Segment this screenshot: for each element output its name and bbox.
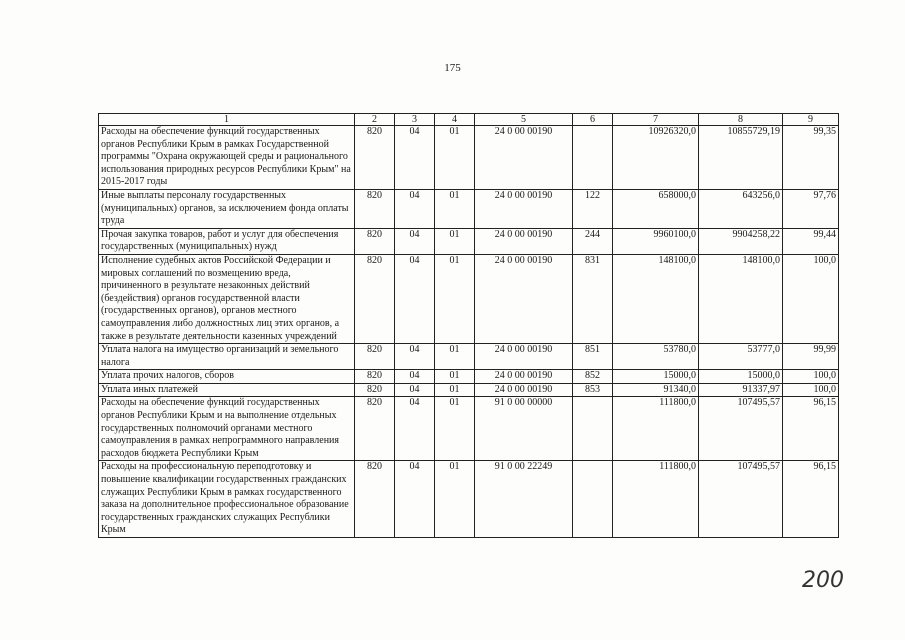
row-percent: 96,15 bbox=[783, 461, 839, 538]
table-row bbox=[99, 344, 839, 370]
row-subsection-code: 01 bbox=[435, 228, 475, 254]
header-col-9: 9 bbox=[783, 114, 839, 126]
row-section-code: 04 bbox=[395, 228, 435, 254]
row-ministry-code: 820 bbox=[355, 344, 395, 370]
header-col-8: 8 bbox=[699, 114, 783, 126]
row-planned-amount: 9960100,0 bbox=[613, 228, 699, 254]
table-row bbox=[99, 461, 839, 538]
row-actual-amount: 107495,57 bbox=[699, 397, 783, 461]
row-ministry-code: 820 bbox=[355, 254, 395, 343]
row-description: Иные выплаты персоналу государственных (муниципальных) органов, за исключением фонда оплаты труда bbox=[99, 189, 355, 228]
table-row bbox=[99, 254, 839, 343]
row-expense-type: 852 bbox=[573, 370, 613, 384]
row-ministry-code: 820 bbox=[355, 126, 395, 190]
row-actual-amount: 643256,0 bbox=[699, 189, 783, 228]
row-section-code: 04 bbox=[395, 397, 435, 461]
row-actual-amount: 9904258,22 bbox=[699, 228, 783, 254]
row-ministry-code: 820 bbox=[355, 228, 395, 254]
row-percent: 100,0 bbox=[783, 383, 839, 397]
row-planned-amount: 658000,0 bbox=[613, 189, 699, 228]
row-subsection-code: 01 bbox=[435, 254, 475, 343]
row-description: Уплата налога на имущество организаций и земельного налога bbox=[99, 344, 355, 370]
row-expense-type bbox=[573, 126, 613, 190]
row-description: Расходы на обеспечение функций государственных органов Республики Крым и на выполнение отдельных государственных полномочий органами местного самоуправления в рамках непрограммного направления расходов бюджета Республики Крым bbox=[99, 397, 355, 461]
row-planned-amount: 10926320,0 bbox=[613, 126, 699, 190]
row-actual-amount: 10855729,19 bbox=[699, 126, 783, 190]
row-target-article: 24 0 00 00190 bbox=[475, 126, 573, 190]
header-col-7: 7 bbox=[613, 114, 699, 126]
row-target-article: 24 0 00 00190 bbox=[475, 344, 573, 370]
row-description: Расходы на профессиональную переподготовку и повышение квалификации государственных гражданских служащих Республики Крым в рамках государственного заказа на дополнительное профессиональное образование государственных гражданских служащих Республики Крым bbox=[99, 461, 355, 538]
row-subsection-code: 01 bbox=[435, 370, 475, 384]
row-ministry-code: 820 bbox=[355, 370, 395, 384]
table-row bbox=[99, 383, 839, 397]
row-expense-type: 851 bbox=[573, 344, 613, 370]
handwritten-page-mark: 200 bbox=[802, 568, 844, 593]
row-target-article: 91 0 00 22249 bbox=[475, 461, 573, 538]
row-expense-type: 831 bbox=[573, 254, 613, 343]
row-actual-amount: 148100,0 bbox=[699, 254, 783, 343]
row-actual-amount: 15000,0 bbox=[699, 370, 783, 384]
row-planned-amount: 111800,0 bbox=[613, 397, 699, 461]
row-percent: 99,44 bbox=[783, 228, 839, 254]
row-subsection-code: 01 bbox=[435, 344, 475, 370]
row-description: Уплата прочих налогов, сборов bbox=[99, 370, 355, 384]
row-ministry-code: 820 bbox=[355, 397, 395, 461]
header-col-6: 6 bbox=[573, 114, 613, 126]
row-expense-type bbox=[573, 461, 613, 538]
table-row bbox=[99, 397, 839, 461]
row-description: Уплата иных платежей bbox=[99, 383, 355, 397]
row-subsection-code: 01 bbox=[435, 383, 475, 397]
row-description: Исполнение судебных актов Российской Федерации и мировых соглашений по возмещению вреда, причиненного в результате незаконных действий (бездействия) органов государственной власти (государственных органов), органов местного самоуправления либо должностных лиц этих органов, а также в результате деятельности казенных учреждений bbox=[99, 254, 355, 343]
row-expense-type bbox=[573, 397, 613, 461]
row-target-article: 91 0 00 00000 bbox=[475, 397, 573, 461]
row-ministry-code: 820 bbox=[355, 383, 395, 397]
row-subsection-code: 01 bbox=[435, 126, 475, 190]
row-target-article: 24 0 00 00190 bbox=[475, 254, 573, 343]
row-ministry-code: 820 bbox=[355, 189, 395, 228]
row-percent: 99,99 bbox=[783, 344, 839, 370]
row-section-code: 04 bbox=[395, 126, 435, 190]
header-col-2: 2 bbox=[355, 114, 395, 126]
row-section-code: 04 bbox=[395, 383, 435, 397]
budget-table bbox=[98, 113, 839, 538]
row-description: Расходы на обеспечение функций государственных органов Республики Крым в рамках Государственной программы "Охрана окружающей среды и рационального использования природных ресурсов Республики Крым" на 2015-2017 годы bbox=[99, 126, 355, 190]
row-planned-amount: 15000,0 bbox=[613, 370, 699, 384]
row-actual-amount: 91337,97 bbox=[699, 383, 783, 397]
row-expense-type: 853 bbox=[573, 383, 613, 397]
row-subsection-code: 01 bbox=[435, 189, 475, 228]
table-row bbox=[99, 370, 839, 384]
row-description: Прочая закупка товаров, работ и услуг для обеспечения государственных (муниципальных) нужд bbox=[99, 228, 355, 254]
row-target-article: 24 0 00 00190 bbox=[475, 228, 573, 254]
header-col-1: 1 bbox=[99, 114, 355, 126]
row-planned-amount: 148100,0 bbox=[613, 254, 699, 343]
row-ministry-code: 820 bbox=[355, 461, 395, 538]
header-col-4: 4 bbox=[435, 114, 475, 126]
row-actual-amount: 107495,57 bbox=[699, 461, 783, 538]
row-target-article: 24 0 00 00190 bbox=[475, 370, 573, 384]
row-percent: 100,0 bbox=[783, 370, 839, 384]
table-row bbox=[99, 126, 839, 190]
row-planned-amount: 53780,0 bbox=[613, 344, 699, 370]
row-target-article: 24 0 00 00190 bbox=[475, 189, 573, 228]
row-planned-amount: 91340,0 bbox=[613, 383, 699, 397]
row-section-code: 04 bbox=[395, 370, 435, 384]
row-percent: 99,35 bbox=[783, 126, 839, 190]
row-subsection-code: 01 bbox=[435, 461, 475, 538]
row-section-code: 04 bbox=[395, 344, 435, 370]
row-percent: 100,0 bbox=[783, 254, 839, 343]
table-row bbox=[99, 228, 839, 254]
row-expense-type: 122 bbox=[573, 189, 613, 228]
row-section-code: 04 bbox=[395, 189, 435, 228]
page-number: 175 bbox=[444, 62, 461, 74]
row-percent: 96,15 bbox=[783, 397, 839, 461]
row-section-code: 04 bbox=[395, 254, 435, 343]
header-col-5: 5 bbox=[475, 114, 573, 126]
row-actual-amount: 53777,0 bbox=[699, 344, 783, 370]
row-planned-amount: 111800,0 bbox=[613, 461, 699, 538]
row-section-code: 04 bbox=[395, 461, 435, 538]
header-row bbox=[99, 114, 839, 126]
row-percent: 97,76 bbox=[783, 189, 839, 228]
row-target-article: 24 0 00 00190 bbox=[475, 383, 573, 397]
row-subsection-code: 01 bbox=[435, 397, 475, 461]
row-expense-type: 244 bbox=[573, 228, 613, 254]
table-row bbox=[99, 189, 839, 228]
header-col-3: 3 bbox=[395, 114, 435, 126]
